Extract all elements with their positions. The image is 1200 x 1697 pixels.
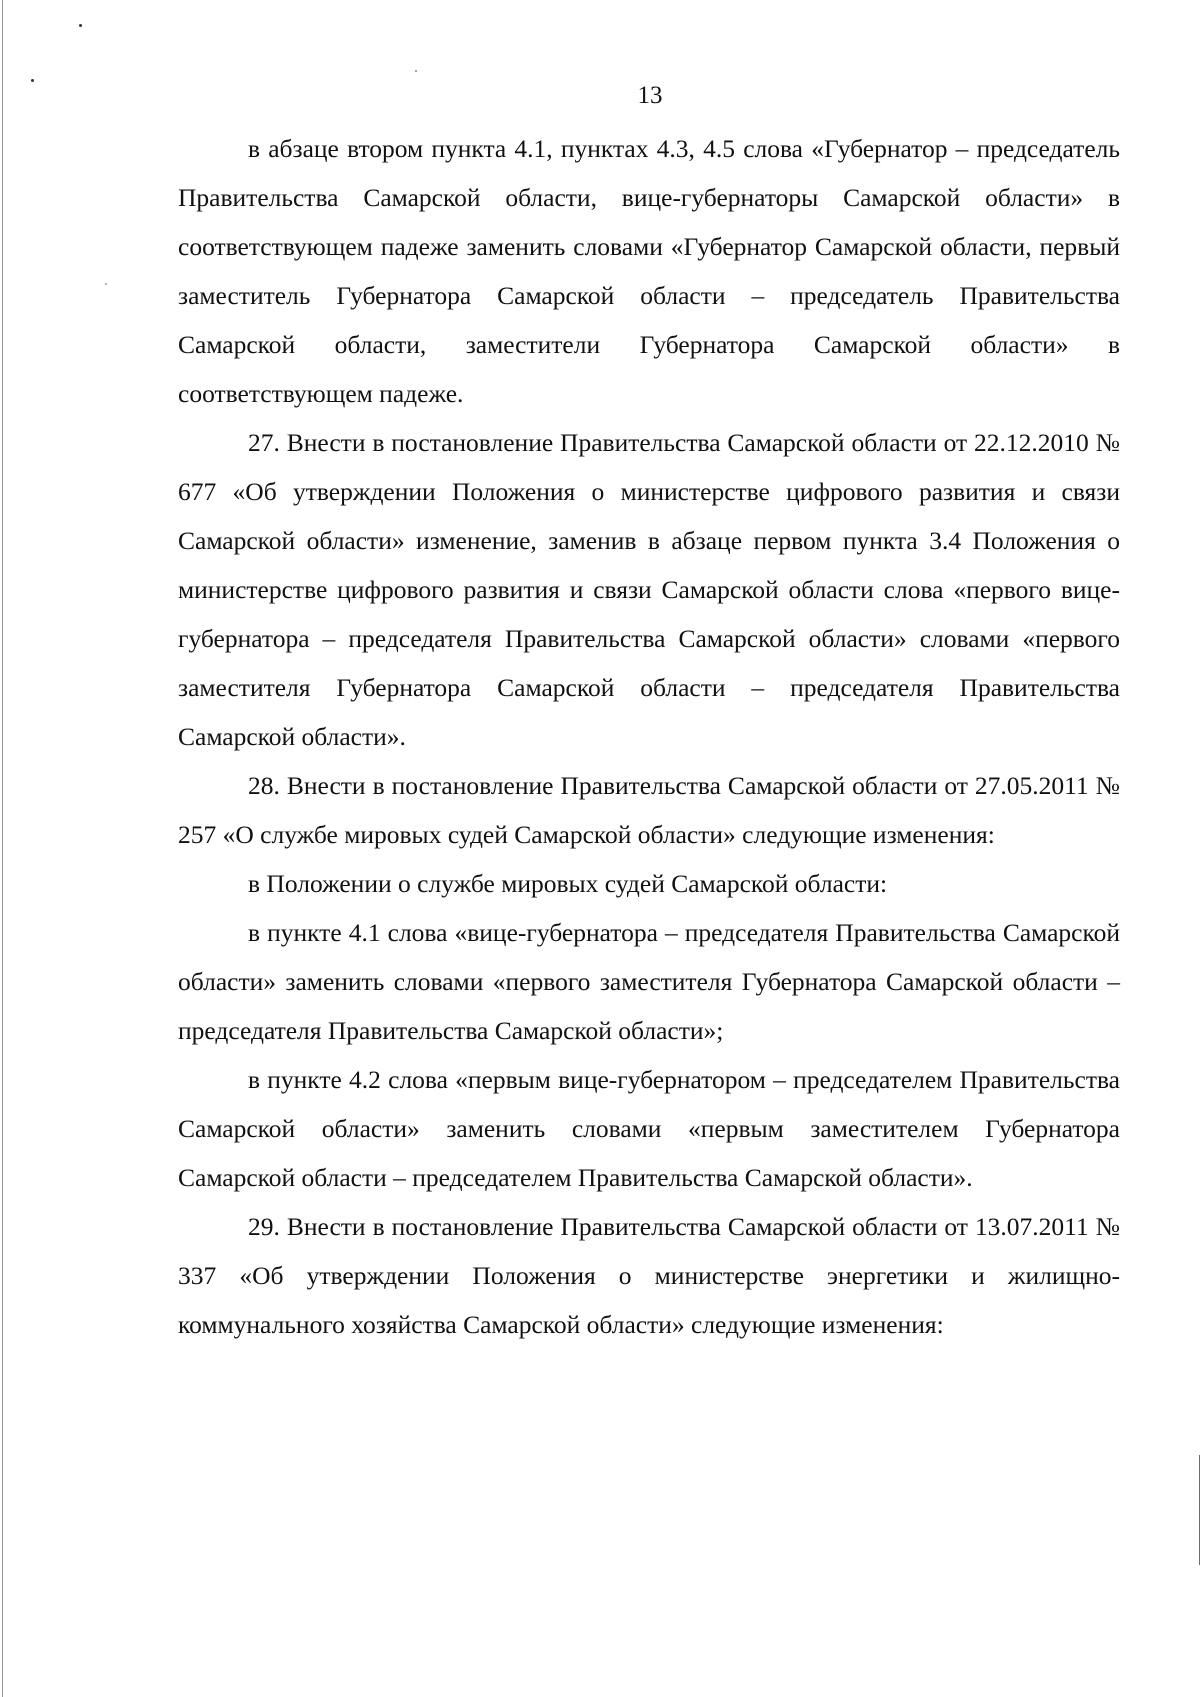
paragraph-point-4-1: в пункте 4.1 слова «вице-губернатора – председателя Правительства Самарской области» заменить словами «первого заместителя Губернатора Самарской области – председателя Правительства Самарской области»; [178,918,1120,1045]
scan-edge-left [2,0,3,1697]
paragraph-regulation-reference: в Положении о службе мировых судей Самарской области: [248,869,888,898]
paragraph-item-28: 28. Внести в постановление Правительства Самарской области от 27.05.2011 № 257 «О службе мировых судей Самарской области» следующие изменения: [178,771,1120,849]
paragraph-item-29: 29. Внести в постановление Правительства Самарской области от 13.07.2011 № 337 «Об утверждении Положения о министерстве энергетики и жилищно-коммунального хозяйства Самарской области» следующие изменения: [178,1212,1120,1339]
page-number: 13 [637,82,663,109]
paragraph-item-27: 27. Внести в постановление Правительства Самарской области от 22.12.2010 № 677 «Об утверждении Положения о министерстве цифрового развития и связи Самарской области» изменение, заменив в абзаце первом пункта 3.4 Положения о министерстве цифрового развития и связи Самарской области слова «первого вице-губернатора – председателя Правительства Самарской области» словами «первого заместителя Губернатора Самарской области – председателя Правительства Самарской области». [178,428,1120,751]
scan-speck [105,283,107,285]
paragraph-amendment-4-1: в абзаце втором пункта 4.1, пунктах 4.3, 4.5 слова «Губернатор – председатель Правительства Самарской области, вице-губернаторы Самарской области» в соответствующем падеже заменить словами «Губернатор Самарской области, первый заместитель Губернатора Самарской области – председатель Правительства Самарской области, заместители Губернатора Самарской области» в соответствующем падеже. [178,134,1120,408]
paragraph-point-4-2: в пункте 4.2 слова «первым вице-губернатором – председателем Правительства Самарской области» заменить словами «первым заместителем Губернатора Самарской области – председателем Правительства Самарской области». [178,1065,1120,1192]
document-body [178,124,1120,1349]
scan-speck [415,70,417,72]
scan-speck [79,24,82,27]
